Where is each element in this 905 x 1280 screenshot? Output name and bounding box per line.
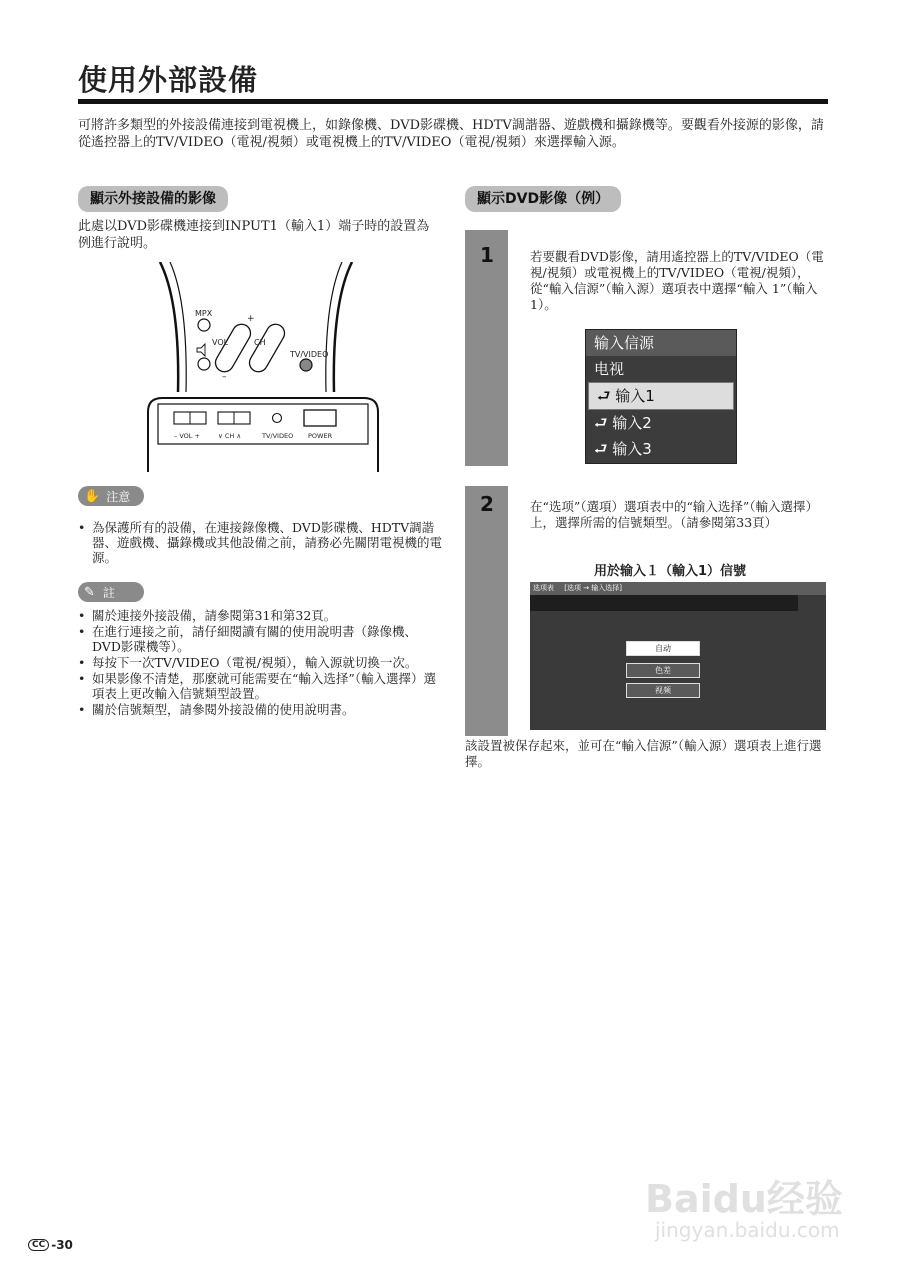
osd-screen xyxy=(530,582,826,730)
remote-panel-illustration xyxy=(140,262,380,472)
note-label: 註 xyxy=(102,585,115,600)
panel-power-label: POWER xyxy=(308,432,333,440)
ch-label: CH xyxy=(254,338,266,347)
osd-strip xyxy=(530,595,798,611)
vol-label: VOL xyxy=(212,338,229,347)
step2-bar xyxy=(465,486,508,736)
left-section-heading: 顯示外接設備的影像 xyxy=(78,186,228,212)
step1-text: 若要觀看DVD影像，請用遙控器上的TV/VIDEO（電視/視頻）或電視機上的TV/VIDEO（電視/視頻），從“輸入信源”（輸入源）選項表中選擇“輸入 1”（輸入1）。 xyxy=(530,249,824,312)
list-item: • 關於連接外接設備，請參閱第31和第32頁。 xyxy=(78,608,442,623)
osd-tab: 选项表 xyxy=(533,584,554,592)
mpx-label: MPX xyxy=(195,309,213,318)
caution-label: 注意 xyxy=(106,489,131,504)
step2-text: 在“选项”（選項）選項表中的“输入选择”（輸入選擇）上，選擇所需的信號類型。（請參閱第33頁） xyxy=(530,499,819,530)
list-item: • 為保護所有的設備，在連接錄像機、DVD影碟機、HDTV調諧器、遊戲機、攝錄機或其他設備之前，請務必先關閉電視機的電源。 xyxy=(78,520,442,565)
hand-icon: ✋ xyxy=(84,488,101,504)
osd-option-video[interactable]: 视频 xyxy=(626,683,700,698)
menu-item-tv[interactable]: 电视 xyxy=(594,360,625,378)
panel-ch-label: ∨ CH ∧ xyxy=(218,432,242,440)
note-list xyxy=(78,608,442,718)
page-number: CC -30 xyxy=(28,1238,73,1252)
osd-breadcrumb: [选项 → 输入选择] xyxy=(564,584,623,592)
caution-list xyxy=(78,520,442,566)
step2-number: 2 xyxy=(480,492,494,516)
right-footer-text: 該設置被保存起來，並可在“輸入信源”（輸入源）選項表上進行選擇。 xyxy=(465,738,822,769)
input-icon: ⮐ xyxy=(597,387,611,405)
note-badge xyxy=(78,582,144,602)
panel-vol-label: – VOL + xyxy=(174,432,200,440)
input-icon: ⮐ xyxy=(594,414,608,432)
list-item: • 關於信號類型，請參閱外接設備的使用說明書。 xyxy=(78,702,442,717)
osd-titlebar xyxy=(530,582,826,595)
page-badge: CC xyxy=(28,1239,49,1251)
tv-video-label: TV/VIDEO xyxy=(290,350,329,359)
plus-label: + xyxy=(247,314,255,324)
input-source-menu xyxy=(585,329,737,464)
pencil-icon: ✎ xyxy=(84,584,95,600)
left-description: 此處以DVD影碟機連接到INPUT1（輸入1）端子時的設置為例進行說明。 xyxy=(78,219,430,251)
right-section-heading: 顯示DVD影像（例） xyxy=(465,186,621,212)
list-item: • 每按下一次TV/VIDEO（電視/視頻），輸入源就切換一次。 xyxy=(78,655,442,670)
intro-paragraph: 可將許多類型的外接設備連接到電視機上，如錄像機、DVD影碟機、HDTV調諧器、遊戲機和攝錄機等。要觀看外接源的影像，請從遙控器上的TV/VIDEO（電視/視頻）或電視機上的TV/VIDEO（電視/視頻）來選擇輸入源。 xyxy=(78,118,824,150)
menu-item-input2[interactable]: ⮐ 输入2 xyxy=(594,414,652,432)
watermark-brand: Baidu经验 xyxy=(645,1177,843,1221)
list-item: • 如果影像不清楚，那麼就可能需要在“輸入选择”（輸入選擇）選項表上更改輸入信號類型設置。 xyxy=(78,671,442,701)
page-title: 使用外部設備 xyxy=(78,63,259,97)
menu-item-input3[interactable]: ⮐ 输入3 xyxy=(594,440,652,458)
minus-label: – xyxy=(222,372,227,382)
step1-number: 1 xyxy=(480,243,494,267)
list-item: • 在進行連接之前，請仔細閱讀有關的使用說明書（錄像機、DVD影碟機等）。 xyxy=(78,624,442,654)
title-rule xyxy=(78,99,828,104)
input-icon: ⮐ xyxy=(594,440,608,458)
osd-caption: 用於输入１（輸入1）信號 xyxy=(594,564,747,579)
osd-option-auto[interactable]: 自动 xyxy=(626,641,700,656)
menu-item-input1[interactable]: ⮐ 输入1 xyxy=(588,382,734,410)
panel-tv-video-label: TV/VIDEO xyxy=(262,432,294,440)
menu-header: 输入信源 xyxy=(586,330,736,356)
caution-badge xyxy=(78,486,144,506)
watermark-url: jingyan.baidu.com xyxy=(655,1218,840,1242)
osd-option-component[interactable]: 色差 xyxy=(626,663,700,678)
